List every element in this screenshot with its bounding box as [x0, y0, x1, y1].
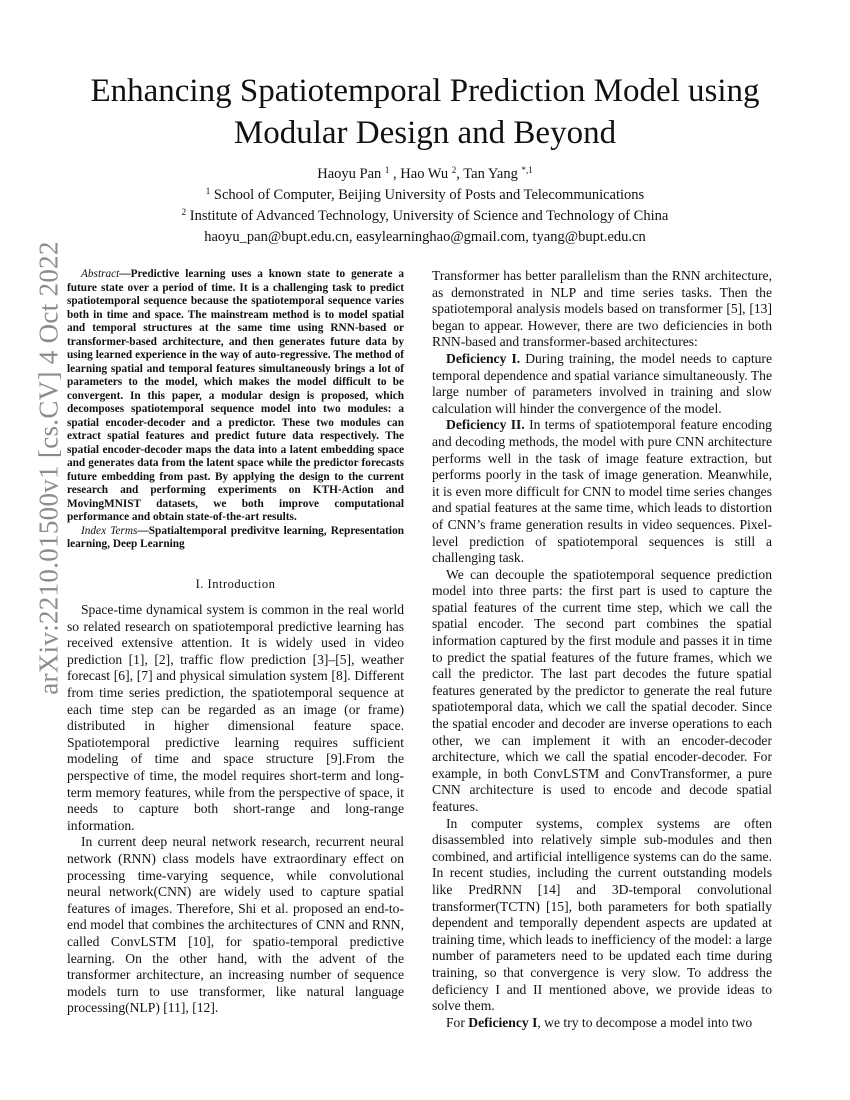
body-paragraph: [432, 1015, 772, 1032]
lead-text: For: [446, 1014, 469, 1030]
affiliation-2: [60, 206, 790, 227]
author-2-affiliation-mark: 2: [451, 165, 457, 175]
affiliation-1: [60, 185, 790, 206]
abstract-text: Predictive learning uses a known state to generate a future state over a period of time. It is a challenging task to predict spatiotemporal sequence because the spatiotemporal sequence varies both in time and space. The mainstream method is to model spatial and temporal structures at the same time using RNN-based or transformer-based architecture, and then generates future data by using learned experience in the way of auto-regressive. The method of learning spatial and temporal features simultaneously brings a lot of parameters to the model, which makes the model difficult to be convergent. In this paper, a modular design is proposed, which decomposes spatiotemporal sequence model into two modules: a spatial encoder-decoder and a predictor. These two modules can extract spatial features and predict future data respectively. The spatial encoder-decoder maps the data into a latent embedding space and generates data from the latent space while the predictor forecasts future embedding from past. By applying the design to the current research and performing experiments on KTH-Action and MovingMNIST datasets, we both improve computational performance and obtain state-of-the-art results.: [67, 268, 404, 523]
deficiency-2-heading: Deficiency II.: [446, 417, 525, 433]
author-1-affiliation-mark: 1: [384, 165, 390, 175]
paper-title: Enhancing Spatiotemporal Prediction Model using Modular Design and Beyond: [90, 73, 760, 151]
affiliation-1-mark: 1: [205, 186, 211, 196]
intro-paragraph: In current deep neural network research, recurrent neural network (RNN) class models have extraordinary effect on processing time-varying sequence, while convolutional neural network(CNN) are widely used to capture spatial features of images. Therefore, Shi et al. proposed an end-to-end model that combines the architectures of CNN and RNN, called ConvLSTM [10], for spatio-temporal predictive learning. On the other hand, with the advent of the transformer architecture, an increasing number of sequence models turn to use transformer, like natural language processing(NLP) [11], [12].: [67, 834, 404, 1016]
abstract-label: Abstract: [81, 268, 120, 280]
deficiency-1-paragraph: [432, 351, 772, 417]
author-emails: haoyu_pan@bupt.edu.cn, easylearninghao@gmail.com, tyang@bupt.edu.cn: [204, 229, 646, 245]
deficiency-1-heading: Deficiency I.: [446, 350, 521, 366]
deficiency-1-reference: Deficiency I: [468, 1014, 538, 1030]
trailing-text: , we try to decompose a model into two: [537, 1014, 753, 1030]
author-names: Haoyu Pan $^1$ , Hao Wu $^2$, Tan Yang $^{*,1}$: [317, 165, 533, 182]
index-terms: Index Terms—Spatialtemporal predivitve learning, Representation learning, Deep Learning: [67, 524, 405, 550]
deficiency-2-paragraph: [432, 417, 772, 566]
author-3-affiliation-mark: *,1: [521, 165, 533, 175]
intro-paragraph: Space-time dynamical system is common in the real world so related research on spatiotemporal predictive learning has received extensive attention. It is widely used in video prediction [1], [2], traffic flow prediction [3]–[5], weather forecast [6], [7] and physical simulation system [8]. Different from time series prediction, the spatiotemporal sequence at each time step can be regarded as an image (or frame) distributed in higher dimensional feature space. Spatiotemporal predictive learning requires sufficient modeling of time and space structure [9].From the perspective of time, the model requires short-term and long-term memory features, while from the perspective of space, it needs to capture both short-range and long-range information.: [67, 602, 404, 833]
affiliation-1-text: School of Computer, Beijing University of Posts and Telecommunications: [213, 187, 645, 203]
arxiv-identifier: arXiv:2210.01500v1 [cs.CV] 4 Oct 2022: [33, 241, 64, 695]
affiliation-2-mark: 2: [181, 207, 187, 217]
deficiency-1-text: During training, the model needs to capture temporal dependence and spatial variance simultaneously. The large number of parameters involved in training and slow calculation will hinder the convergence of the model.: [432, 350, 772, 416]
section-heading-introduction: I. Introduction: [195, 576, 276, 591]
author-1-name: Haoyu Pan: [317, 166, 382, 182]
body-paragraph: Transformer has better parallelism than the RNN architecture, as demonstrated in NLP and time series tasks. Then the spatiotemporal analysis models based on transformer [5], [13] began to appear. However, there are two deficiencies in both RNN-based and transformer-based architectures:: [432, 268, 772, 350]
author-2-name: Hao Wu: [400, 166, 449, 182]
author-3-name: Tan Yang: [463, 166, 518, 182]
body-paragraph: We can decouple the spatiotemporal sequence prediction model into three parts: the first part is used to capture the spatial features of the current time step, which we call the spatial encoder. The second part combines the spatial information captured by the first module and passes it in time to predict the spatial features of the future frames, which we call the predictor. The last part decodes the future spatial features generated by the predictor to generate the real future spatiotemporal data, which we call the spatial decoder. Since the spatial encoder and decoder are inverse operations to each other, we can implement it with an encoder-decoder architecture, which we call the spatial encoder-decoder. For example, in both ConvLSTM and ConvTransformer, a pure CNN architecture is used to encode and decode spatial features.: [432, 566, 772, 814]
right-column: [432, 268, 772, 1031]
left-column: [67, 268, 404, 1017]
author-block: [60, 164, 790, 248]
index-terms-text: Spatialtemporal predivitve learning, Representation learning, Deep Learning: [67, 524, 405, 550]
deficiency-2-text: In terms of spatiotemporal feature encoding and decoding methods, the model with pure CNN architecture performs well in the task of image feature extraction, but performs poorly in the task of image generation. Meanwhile, it is even more difficult for CNN to model time series changes and spatial features at the same time, which leads to distortion of CNN’s frame generation results in video sequences. Pixel-level prediction of spatiotemporal sequences is still a challenging task.: [432, 417, 772, 566]
index-terms-label: Index Terms: [81, 524, 138, 537]
body-paragraph: In computer systems, complex systems are often disassembled into relatively simple sub-modules and then combined, and artificial intelligence systems can do the same. In recent studies, including the current outstanding models like PredRNN [14] and 3D-temporal convolutional transformer(TCTN) [15], both parameters for both spatially dependent and temporally dependent aspects are updated at training time, which leads to inefficiency of the model: a large number of parameters need to be updated each time during training, so that convergence is very slow. To address the deficiency I and II mentioned above, we provide ideas to solve them.: [432, 815, 772, 1014]
abstract: Abstract—Predictive learning uses a known state to generate a future state over a period of time. It is a challenging task to predict spatiotemporal sequence because the spatiotemporal sequence varies both in time and space. The mainstream method is to model spatial and temporal structures at the same time using RNN-based or transformer-based architecture, and then generates future data by using learned experience in the way of auto-regressive. The method of learning spatial and temporal features simultaneously brings a lot of parameters to the model, which makes the model difficult to be convergent. In this paper, a modular design is proposed, which decomposes spatiotemporal sequence model into two modules: a spatial encoder-decoder and a predictor. These two modules can extract spatial features and predict future data respectively. The spatial encoder-decoder maps the data into a latent embedding space and generates data from the latent space while the predictor forecasts future embedding from past. By applying the design to the current research and performing experiments on KTH-Action and MovingMNIST datasets, we both improve computational performance and obtain state-of-the-art results.: [67, 268, 404, 523]
arxiv-identifier-strip: [0, 0, 64, 1100]
affiliation-2-text: Institute of Advanced Technology, University of Science and Technology of China: [189, 208, 669, 224]
